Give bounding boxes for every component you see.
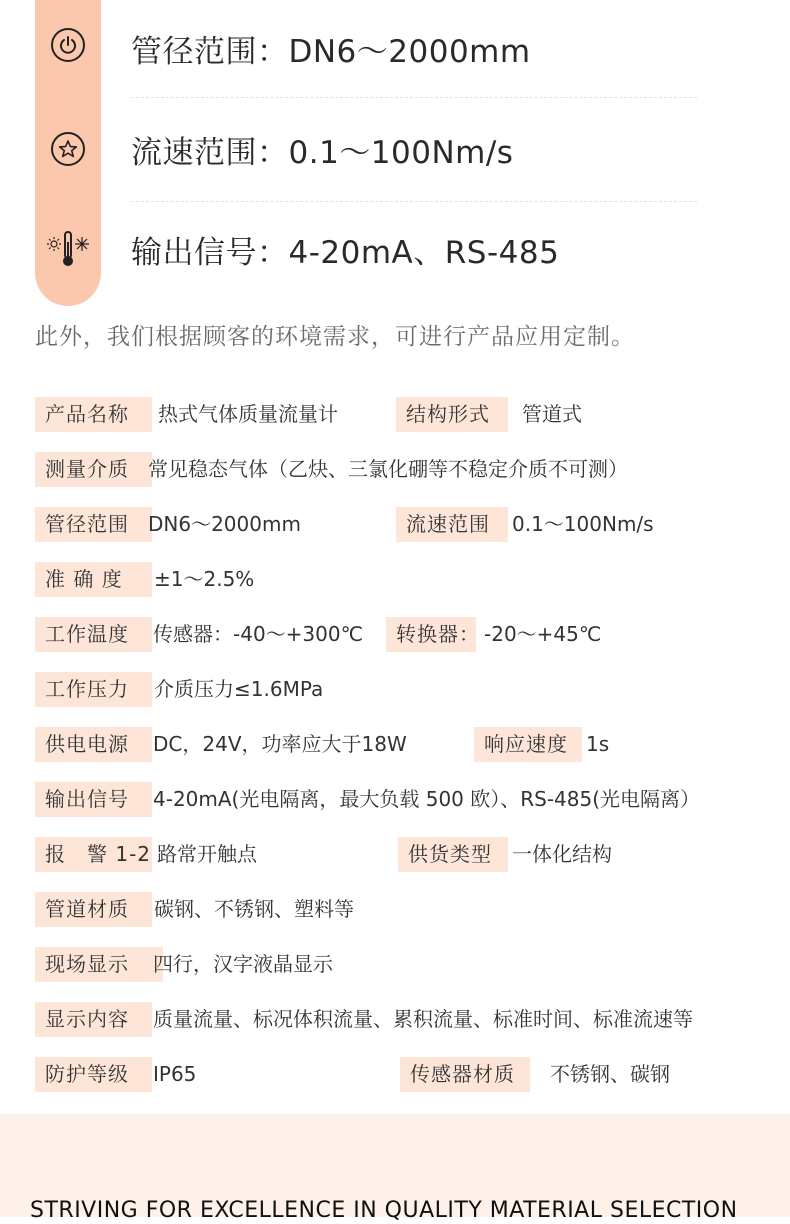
spec-label: 流速范围 bbox=[396, 507, 508, 542]
customization-note: 此外，我们根据顾客的环境需求，可进行产品应用定制。 bbox=[35, 324, 635, 350]
spec-value: 管道式 bbox=[522, 402, 582, 426]
spec-value: 碳钢、不锈钢、塑料等 bbox=[154, 897, 354, 921]
spec-label: 转换器： bbox=[386, 617, 476, 652]
spec-label: 响应速度 bbox=[474, 727, 582, 762]
power-icon bbox=[51, 28, 85, 62]
spec-label: 管道材质 bbox=[35, 892, 152, 927]
spec-label: 显示内容 bbox=[35, 1002, 152, 1037]
spec-value: IP65 bbox=[153, 1062, 197, 1086]
spec-label: 输出信号 bbox=[35, 782, 152, 817]
footer-slogan: STRIVING FOR EXCELLENCE IN QUALITY MATERIAL SELECTION bbox=[30, 1198, 738, 1223]
spec-label: 管径范围 bbox=[35, 507, 152, 542]
feature-flow-range: 流速范围：0.1～100Nm/s bbox=[131, 135, 514, 171]
divider bbox=[131, 97, 697, 98]
spec-label: 准 确 度 bbox=[35, 562, 152, 597]
spec-value: 一体化结构 bbox=[512, 842, 612, 866]
spec-value: 热式气体质量流量计 bbox=[158, 402, 338, 426]
spec-value: 4-20mA(光电隔离，最大负载 500 欧）、RS-485(光电隔离） bbox=[153, 787, 701, 811]
spec-value: DN6～2000mm bbox=[148, 512, 301, 536]
spec-value: -20～+45℃ bbox=[484, 622, 602, 646]
feature-output-signal: 输出信号：4-20mA、RS-485 bbox=[131, 235, 560, 271]
divider bbox=[131, 201, 697, 202]
spec-label: 报 警 1-2 bbox=[35, 837, 152, 872]
spec-label: 结构形式 bbox=[396, 397, 508, 432]
spec-value: 常见稳态气体（乙炔、三氯化硼等不稳定介质不可测） bbox=[148, 457, 628, 481]
spec-label: 工作温度 bbox=[35, 617, 152, 652]
spec-label: 产品名称 bbox=[35, 397, 152, 432]
spec-label: 现场显示 bbox=[35, 947, 163, 982]
spec-value: 0.1～100Nm/s bbox=[512, 512, 654, 536]
spec-value: 不锈钢、碳钢 bbox=[550, 1062, 670, 1086]
spec-value: 质量流量、标况体积流量、累积流量、标准时间、标准流速等 bbox=[153, 1007, 693, 1031]
spec-value: DC，24V，功率应大于18W bbox=[153, 732, 407, 756]
feature-pipe-range: 管径范围：DN6～2000mm bbox=[131, 34, 531, 70]
spec-label: 传感器材质 bbox=[400, 1057, 530, 1092]
spec-value: 传感器：-40～+300℃ bbox=[153, 622, 364, 646]
spec-value: 四行，汉字液晶显示 bbox=[153, 952, 333, 976]
spec-value: 路常开触点 bbox=[157, 842, 257, 866]
spec-value: 1s bbox=[586, 732, 610, 756]
spec-label: 供电电源 bbox=[35, 727, 152, 762]
thermometer-icon bbox=[46, 230, 90, 272]
star-icon bbox=[51, 132, 85, 166]
spec-label: 工作压力 bbox=[35, 672, 152, 707]
spec-label: 防护等级 bbox=[35, 1057, 152, 1092]
spec-label: 测量介质 bbox=[35, 452, 152, 487]
spec-value: ±1～2.5% bbox=[154, 567, 255, 591]
spec-value: 介质压力≤1.6MPa bbox=[154, 677, 324, 701]
spec-label: 供货类型 bbox=[398, 837, 508, 872]
